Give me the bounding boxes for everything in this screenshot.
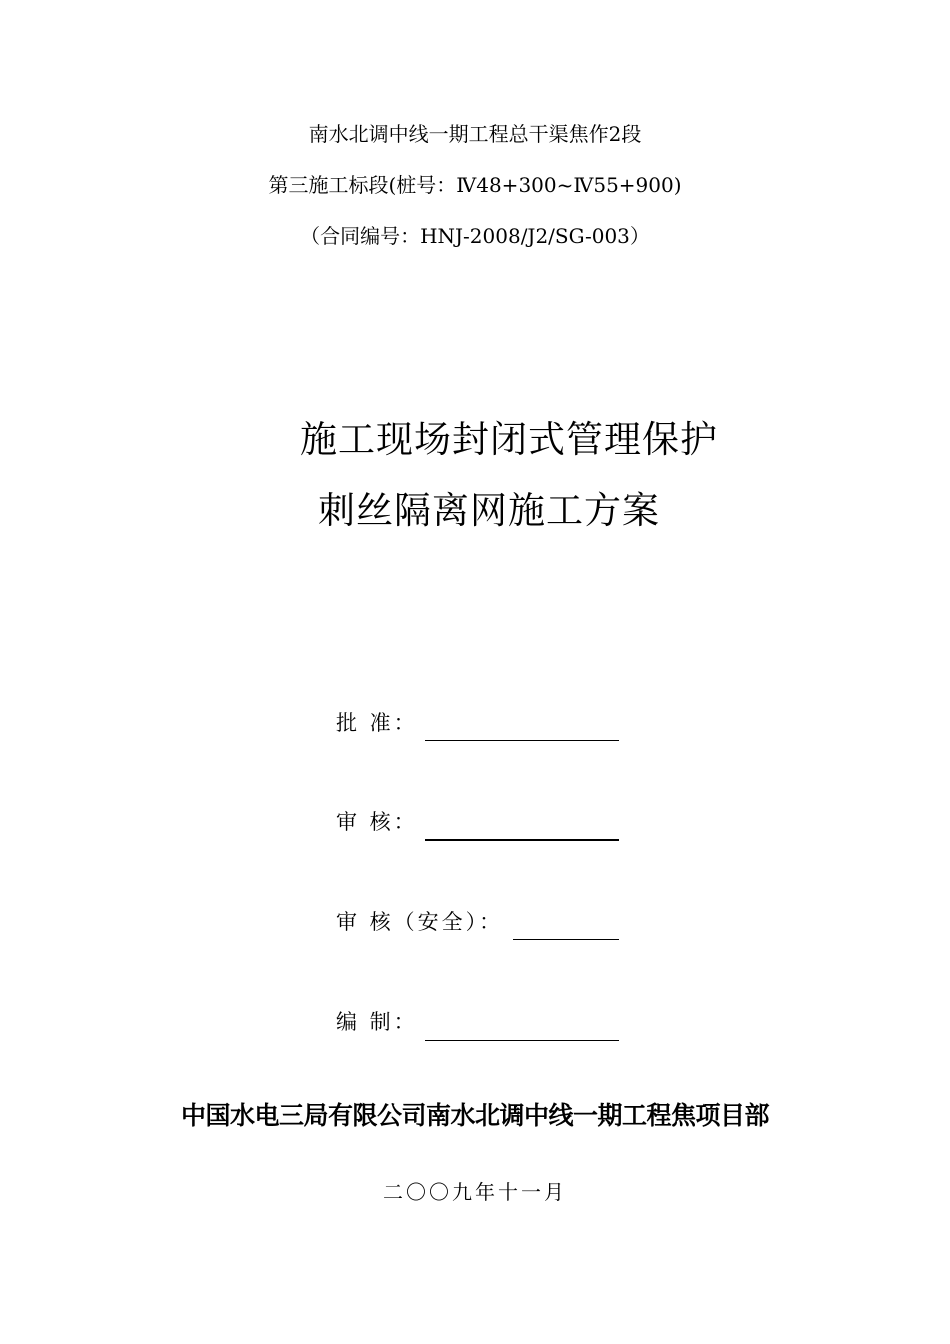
compile-signature-line [425, 1040, 619, 1041]
approve-signature-line [425, 740, 619, 741]
review-label: 审 核： [336, 810, 418, 834]
contract-number-line: （合同编号：HNJ-2008/J2/SG-003） [300, 224, 650, 248]
review-signature-line [425, 839, 619, 841]
compile-label: 编 制： [336, 1010, 418, 1034]
safety-review-signature-line [513, 939, 619, 940]
approve-label: 批 准： [336, 711, 418, 735]
project-name-line: 南水北调中线一期工程总干渠焦作2段 [308, 122, 642, 146]
section-line: 第三施工标段(桩号：Ⅳ48+300~Ⅳ55+900) [268, 173, 682, 197]
safety-review-label: 审 核（安全）： [336, 910, 504, 934]
document-title-line-2: 刺丝隔离网施工方案 [318, 489, 660, 532]
document-date: 二〇〇九年十一月 [383, 1180, 567, 1204]
document-title-line-1: 施工现场封闭式管理保护 [300, 418, 718, 461]
company-name: 中国水电三局有限公司南水北调中线一期工程焦项目部 [180, 1101, 769, 1130]
